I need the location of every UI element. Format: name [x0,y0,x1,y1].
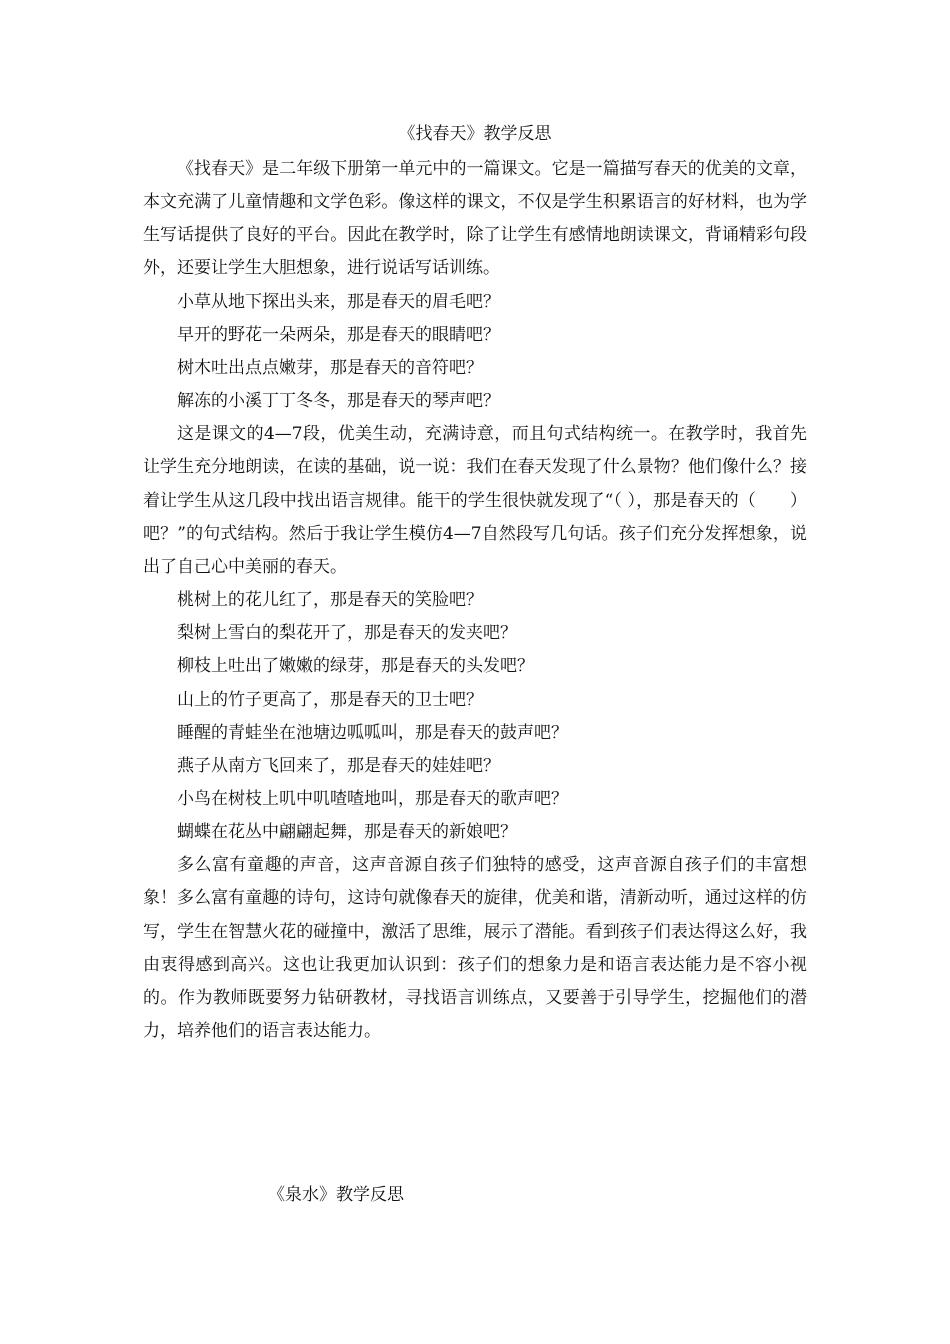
paragraph: 柳枝上吐出了嫩嫩的绿芽，那是春天的头发吧？ [177,656,534,677]
body-text [143,153,807,1048]
paragraph: 睡醒的青蛙坐在池塘边呱呱叫，那是春天的鼓声吧？ [177,722,568,743]
paragraph: 燕子从南方飞回来了，那是春天的娃娃吧？ [177,755,500,776]
paragraph: 小鸟在树枝上叽中叽喳喳地叫，那是春天的歌声吧？ [177,788,568,809]
paragraph: 多么富有童趣的声音，这声音源自孩子们独特的感受，这声音源自孩子们的丰富想象！多么富有童趣的诗句，这诗句就像春天的旋律，优美和谐，清新动听，通过这样的仿写，学生在智慧火花的碰撞中，激活了思维，展示了潜能。看到孩子们表达得这么好，我由衷得感到高兴。这也让我更加认识到：孩子们的想象力是和语言表达能力是不容小视的。作为教师既要努力钻研教材，寻找语言训练点，又要善于引导学生，挖掘他们的潜力，培养他们的语言表达能力。 [143,855,807,1042]
paragraph: 蝴蝶在花丛中翩翩起舞，那是春天的新娘吧？ [177,822,517,843]
paragraph: 《找春天》是二年级下册第一单元中的一篇课文。它是一篇描写春天的优美的文章，本文充满了儿童情趣和文学色彩。像这样的课文，不仅是学生积累语言的好材料，也为学生写话提供了良好的平台。因此在教学时，除了让学生有感情地朗读课文，背诵精彩句段外，还要让学生大胆想象，进行说话写话训练。 [143,159,807,279]
section-title-quanshui: 《泉水》教学反思 [268,1185,404,1205]
section-title-zhao-chuntian: 《找春天》教学反思 [398,124,552,144]
paragraph: 这是课文的4—7段，优美生动，充满诗意，而且句式结构统一。在教学时，我首先让学生充分地朗读，在读的基础，说一说：我们在春天发现了什么景物？他们像什么？接着让学生从这几段中找出语言规律。能干的学生很快就发现了“（ ），那是春天的（ ）吧？”的句式结构。然后于我让学生模仿4—7自然段写几句话。孩子们充分发挥想象，说出了自己心中美丽的春天。 [143,424,807,577]
paragraph: 桃树上的花儿红了，那是春天的笑脸吧？ [177,590,483,611]
paragraph: 山上的竹子更高了，那是春天的卫士吧？ [177,689,483,710]
paragraph: 小草从地下探出头来，那是春天的眉毛吧？ [177,291,500,312]
paragraph: 解冻的小溪丁丁冬冬，那是春天的琴声吧？ [177,391,500,412]
paragraph: 早开的野花一朵两朵，那是春天的眼睛吧？ [177,324,500,345]
paragraph: 树木吐出点点嫩芽，那是春天的音符吧？ [177,357,483,378]
paragraph: 梨树上雪白的梨花开了，那是春天的发夹吧？ [177,623,517,644]
